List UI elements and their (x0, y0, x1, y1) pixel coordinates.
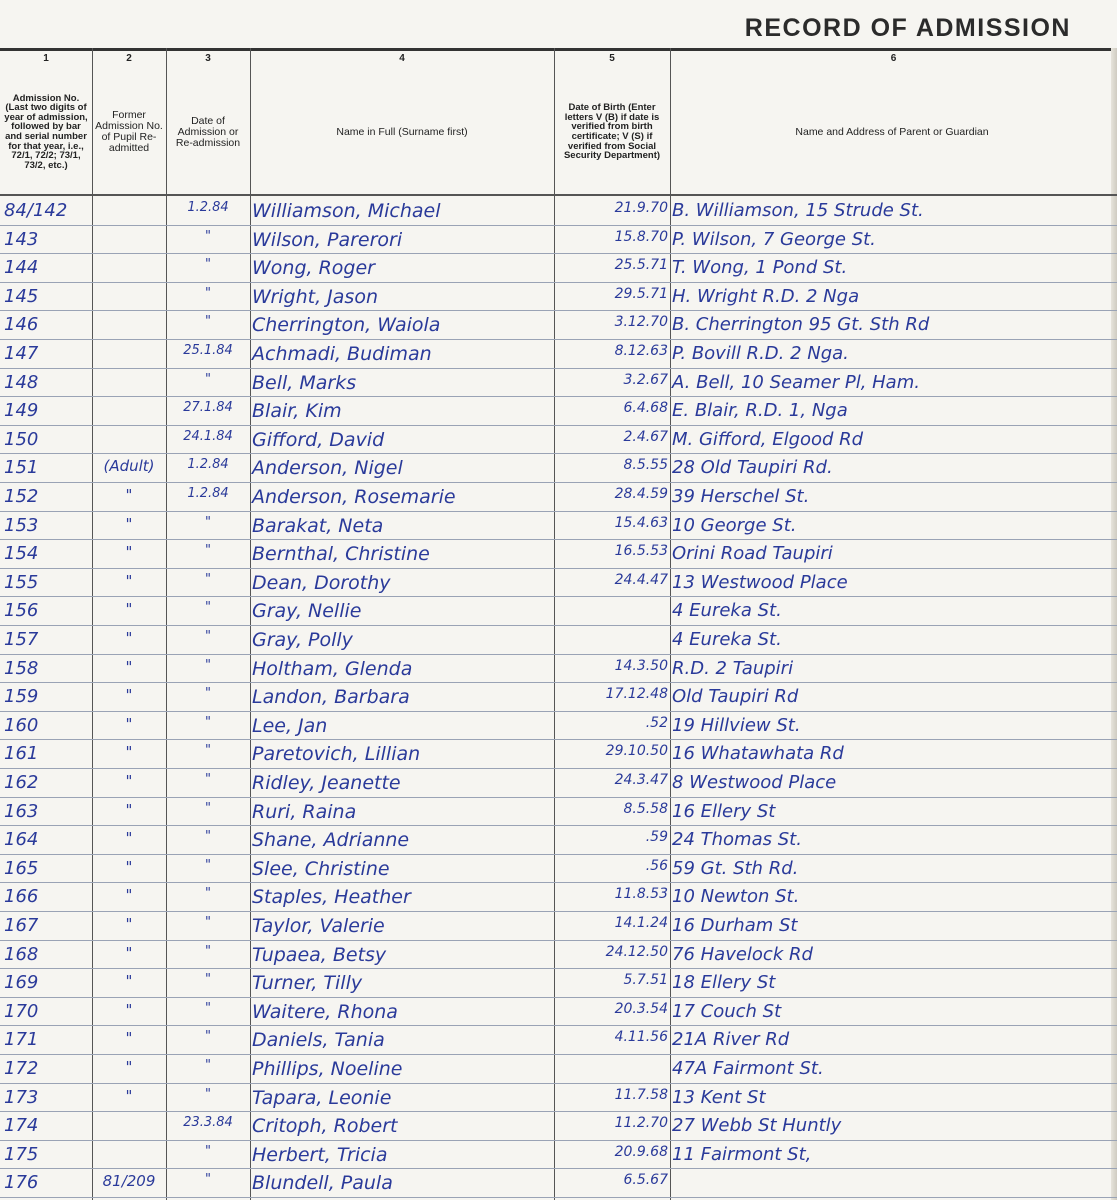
row-rule (0, 453, 1117, 454)
column-number-3: 3 (205, 53, 211, 64)
admission-date-cell: 1.2.84 (187, 486, 229, 501)
date-of-birth-cell: .56 (645, 857, 668, 874)
admission-date-cell: " (205, 800, 211, 816)
admission-no-cell: 157 (4, 629, 39, 650)
column-header-parent-or-guardian: Name and Address of Parent or Guardian (795, 125, 989, 138)
pupil-name-cell: Daniels, Tania (252, 1029, 385, 1052)
admission-no-cell: 143 (4, 228, 39, 250)
row-rule (0, 253, 1117, 254)
admission-date-cell: " (205, 285, 211, 301)
admission-date-cell: " (205, 743, 211, 759)
admission-no-cell: 150 (4, 428, 39, 450)
pupil-name-cell: Herbert, Tricia (252, 1143, 388, 1166)
pupil-name-cell: Ruri, Raina (252, 800, 357, 823)
date-of-birth-cell: 2.4.67 (623, 428, 668, 445)
row-rule (0, 739, 1117, 740)
parent-guardian-address-cell: 11 Fairmont St, (672, 1143, 812, 1165)
admission-date-cell: " (205, 1143, 211, 1159)
admission-no-cell: 166 (4, 886, 39, 908)
admission-date-cell: " (205, 1058, 211, 1073)
former-admission-no-cell: " (125, 943, 133, 962)
admission-no-cell: 148 (4, 371, 39, 393)
parent-guardian-address-cell: Old Taupiri Rd (672, 686, 799, 708)
admission-date-cell: 25.1.84 (183, 343, 233, 358)
former-admission-no-cell: " (125, 972, 133, 991)
admission-date-cell: " (205, 571, 211, 587)
parent-guardian-address-cell: Orini Road Taupiri (672, 543, 833, 565)
admission-no-cell: 173 (4, 1086, 39, 1108)
date-of-birth-cell: 8.5.58 (623, 800, 668, 817)
admission-date-cell: " (205, 371, 211, 387)
row-rule (0, 768, 1117, 769)
pupil-name-cell: Ridley, Jeanette (252, 772, 401, 794)
pupil-name-cell: Blair, Kim (252, 400, 342, 423)
former-admission-no-cell: " (125, 629, 133, 647)
pupil-name-cell: Critoph, Robert (252, 1115, 398, 1138)
admission-no-cell: 172 (4, 1058, 39, 1079)
former-admission-no-cell: (Adult) (103, 457, 155, 476)
parent-guardian-address-cell: P. Bovill R.D. 2 Nga. (672, 343, 849, 364)
admission-no-cell: 163 (4, 800, 39, 822)
former-admission-no-cell: " (125, 857, 133, 876)
pupil-name-cell: Staples, Heather (252, 886, 411, 909)
pupil-name-cell: Cherrington, Waiola (252, 314, 441, 337)
former-admission-no-cell: " (125, 1000, 133, 1019)
admission-no-cell: 152 (4, 486, 39, 507)
admission-no-cell: 146 (4, 314, 39, 336)
row-rule (0, 1054, 1117, 1055)
parent-guardian-address-cell: 16 Ellery St (672, 800, 776, 822)
pupil-name-cell: Turner, Tilly (252, 972, 363, 995)
admission-date-cell: 27.1.84 (183, 400, 233, 416)
pupil-name-cell: Bernthal, Christine (252, 543, 430, 566)
admission-date-cell: 23.3.84 (183, 1115, 233, 1131)
admission-no-cell: 174 (4, 1115, 39, 1137)
admission-no-cell: 153 (4, 514, 39, 536)
column-divider (250, 48, 251, 1200)
date-of-birth-cell: 16.5.53 (614, 543, 668, 560)
parent-guardian-address-cell: T. Wong, 1 Pond St. (672, 257, 848, 279)
admission-no-cell: 165 (4, 857, 39, 879)
date-of-birth-cell: 15.4.63 (614, 514, 668, 531)
pupil-name-cell: Blundell, Paula (252, 1172, 393, 1195)
column-divider (92, 48, 93, 1200)
pupil-name-cell: Taylor, Valerie (252, 915, 385, 937)
admission-no-cell: 162 (4, 772, 39, 793)
date-of-birth-cell: 28.4.59 (614, 486, 668, 502)
date-of-birth-cell: 11.7.58 (614, 1086, 668, 1103)
parent-guardian-address-cell: M. Gifford, Elgood Rd (672, 428, 864, 450)
column-divider (554, 48, 555, 1200)
row-rule (0, 568, 1117, 569)
admission-no-cell: 158 (4, 657, 39, 679)
date-of-birth-cell: 29.10.50 (605, 743, 668, 760)
date-of-birth-cell: 8.5.55 (623, 457, 668, 474)
parent-guardian-address-cell: 27 Webb St Huntly (672, 1115, 842, 1137)
column-header-date-of-admission: Date of Admission or Re-admission (175, 114, 241, 149)
pupil-name-cell: Wright, Jason (252, 285, 378, 308)
admission-date-cell: " (205, 228, 211, 244)
pupil-name-cell: Achmadi, Budiman (252, 343, 432, 365)
admission-no-cell: 84/142 (4, 200, 68, 221)
admission-no-cell: 154 (4, 543, 39, 565)
parent-guardian-address-cell: 10 George St. (672, 514, 797, 536)
former-admission-no-cell: " (125, 1029, 133, 1048)
admission-date-cell: " (205, 314, 211, 330)
row-rule (0, 339, 1117, 340)
parent-guardian-address-cell: A. Bell, 10 Seamer Pl, Ham. (672, 371, 920, 393)
row-rule (0, 1083, 1117, 1084)
row-rule (0, 1168, 1117, 1169)
parent-guardian-address-cell: 17 Couch St (672, 1000, 782, 1022)
row-rule (0, 882, 1117, 883)
former-admission-no-cell: " (125, 543, 133, 562)
admission-no-cell: 168 (4, 943, 39, 965)
admission-date-cell: " (205, 257, 211, 273)
row-rule (0, 396, 1117, 397)
pupil-name-cell: Phillips, Noeline (252, 1058, 403, 1080)
admission-date-cell: " (205, 543, 211, 559)
pupil-name-cell: Gray, Polly (252, 629, 353, 651)
row-rule (0, 625, 1117, 626)
pupil-name-cell: Anderson, Nigel (252, 457, 403, 480)
row-rule (0, 797, 1117, 798)
admission-date-cell: " (205, 629, 211, 644)
row-rule (0, 968, 1117, 969)
parent-guardian-address-cell: H. Wright R.D. 2 Nga (672, 285, 860, 307)
date-of-birth-cell: 21.9.70 (614, 200, 668, 216)
admission-date-cell: " (205, 1086, 211, 1102)
parent-guardian-address-cell: 47A Fairmont St. (672, 1058, 824, 1079)
admission-no-cell: 149 (4, 400, 39, 422)
parent-guardian-address-cell: B. Cherrington 95 Gt. Sth Rd (672, 314, 930, 336)
date-of-birth-cell: 11.2.70 (614, 1115, 668, 1132)
header-top-rule (0, 48, 1117, 51)
admission-no-cell: 144 (4, 257, 39, 279)
parent-guardian-address-cell: 59 Gt. Sth Rd. (672, 857, 799, 879)
date-of-birth-cell: 6.5.67 (623, 1172, 668, 1189)
former-admission-no-cell: " (125, 486, 133, 504)
column-header-name-in-full: Name in Full (Surname first) (336, 125, 468, 138)
row-rule (0, 310, 1117, 311)
pupil-name-cell: Tupaea, Betsy (252, 943, 387, 966)
admission-date-cell: " (205, 657, 211, 673)
admission-date-cell: 24.1.84 (183, 428, 233, 444)
date-of-birth-cell: 25.5.71 (614, 257, 668, 274)
row-rule (0, 1197, 1117, 1198)
admission-no-cell: 151 (4, 457, 39, 479)
parent-guardian-address-cell: E. Blair, R.D. 1, Nga (672, 400, 848, 422)
admission-no-cell: 171 (4, 1029, 39, 1051)
admission-date-cell: 1.2.84 (187, 200, 229, 215)
row-rule (0, 539, 1117, 540)
admission-date-cell: " (205, 829, 211, 845)
pupil-name-cell: Slee, Christine (252, 857, 390, 880)
date-of-birth-cell: 24.4.47 (614, 571, 668, 588)
row-rule (0, 1111, 1117, 1112)
pupil-name-cell: Gifford, David (252, 428, 385, 451)
row-rule (0, 654, 1117, 655)
admission-date-cell: " (205, 915, 211, 930)
admission-date-cell: " (205, 1000, 211, 1016)
admission-date-cell: " (205, 772, 211, 787)
former-admission-no-cell: " (125, 915, 133, 933)
pupil-name-cell: Anderson, Rosemarie (252, 486, 456, 508)
column-divider (166, 48, 167, 1200)
column-header-former-admission-no: Former Admission No. of Pupil Re-admitted (95, 109, 163, 154)
row-rule (0, 425, 1117, 426)
pupil-name-cell: Gray, Nellie (252, 600, 362, 623)
admission-no-cell: 160 (4, 714, 39, 736)
date-of-birth-cell: 20.3.54 (614, 1000, 668, 1017)
admission-no-cell: 145 (4, 285, 39, 307)
pupil-name-cell: Bell, Marks (252, 371, 357, 394)
date-of-birth-cell: 6.4.68 (623, 400, 668, 417)
pupil-name-cell: Holtham, Glenda (252, 657, 413, 680)
date-of-birth-cell: 14.3.50 (614, 657, 668, 674)
parent-guardian-address-cell: 28 Old Taupiri Rd. (672, 457, 833, 479)
column-number-5: 5 (609, 53, 615, 64)
column-number-1: 1 (43, 53, 49, 64)
pupil-name-cell: Tapara, Leonie (252, 1086, 392, 1109)
admission-no-cell: 156 (4, 600, 39, 622)
parent-guardian-address-cell: 76 Havelock Rd (672, 943, 813, 965)
admission-date-cell: 1.2.84 (187, 457, 229, 473)
admission-date-cell: " (205, 1029, 211, 1045)
parent-guardian-address-cell: 13 Westwood Place (672, 571, 848, 593)
column-number-6: 6 (890, 53, 897, 64)
admission-no-cell: 147 (4, 343, 39, 364)
date-of-birth-cell: .59 (645, 829, 668, 846)
row-rule (0, 911, 1117, 912)
admission-no-cell: 155 (4, 571, 39, 593)
row-rule (0, 682, 1117, 683)
parent-guardian-address-cell: P. Wilson, 7 George St. (672, 228, 876, 250)
row-rule (0, 711, 1117, 712)
row-rule (0, 940, 1117, 941)
pupil-name-cell: Wilson, Parerori (252, 228, 403, 251)
former-admission-no-cell: " (125, 686, 133, 705)
row-rule (0, 825, 1117, 826)
date-of-birth-cell: 11.8.53 (614, 886, 668, 903)
parent-guardian-address-cell: B. Williamson, 15 Strude St. (672, 200, 924, 221)
column-number-4: 4 (399, 53, 405, 64)
admission-no-cell: 167 (4, 915, 39, 936)
admission-date-cell: " (205, 1172, 211, 1188)
column-divider (670, 48, 671, 1200)
pupil-name-cell: Barakat, Neta (252, 514, 384, 537)
parent-guardian-address-cell: 4 Eureka St. (672, 629, 782, 650)
parent-guardian-address-cell: 18 Ellery St (672, 972, 776, 994)
parent-guardian-address-cell: 24 Thomas St. (672, 829, 802, 851)
column-header-admission-no: Admission No. (Last two digits of year of admission, followed by bar and serial number for that year, i.e., 72/1, 72/2; 73/1, 73/2, etc.) (4, 92, 88, 171)
former-admission-no-cell: 81/209 (102, 1172, 156, 1191)
row-rule (0, 282, 1117, 283)
date-of-birth-cell: 24.3.47 (614, 772, 668, 788)
row-rule (0, 225, 1117, 226)
admission-date-cell: " (205, 714, 211, 730)
parent-guardian-address-cell: 13 Kent St (672, 1086, 766, 1108)
row-rule (0, 368, 1117, 369)
row-rule (0, 596, 1117, 597)
row-rule (0, 511, 1117, 512)
date-of-birth-cell: 24.12.50 (605, 943, 668, 960)
former-admission-no-cell: " (125, 829, 133, 848)
admission-no-cell: 169 (4, 972, 39, 994)
pupil-name-cell: Dean, Dorothy (252, 571, 391, 594)
date-of-birth-cell: 29.5.71 (614, 285, 668, 302)
former-admission-no-cell: " (125, 1086, 133, 1105)
former-admission-no-cell: " (125, 772, 133, 790)
row-rule (0, 1025, 1117, 1026)
admission-date-cell: " (205, 600, 211, 616)
admission-date-cell: " (205, 972, 211, 988)
page-title: RECORD OF ADMISSION (744, 14, 1071, 42)
date-of-birth-cell: 5.7.51 (623, 972, 668, 989)
admission-date-cell: " (205, 514, 211, 530)
former-admission-no-cell: " (125, 800, 133, 819)
parent-guardian-address-cell: 39 Herschel St. (672, 486, 810, 507)
pupil-name-cell: Shane, Adrianne (252, 829, 410, 852)
row-rule (0, 854, 1117, 855)
column-header-date-of-birth: Date of Birth (Enter letters V (B) if date is verified from birth certificate; V (S) if verified from Social Security Department) (563, 102, 661, 162)
date-of-birth-cell: 17.12.48 (605, 686, 668, 703)
admission-no-cell: 159 (4, 686, 39, 708)
former-admission-no-cell: " (125, 1058, 133, 1076)
parent-guardian-address-cell: 19 Hillview St. (672, 714, 801, 736)
date-of-birth-cell: 4.11.56 (614, 1029, 668, 1046)
former-admission-no-cell: " (125, 886, 133, 905)
date-of-birth-cell: 14.1.24 (614, 915, 668, 931)
parent-guardian-address-cell: R.D. 2 Taupiri (672, 657, 794, 679)
row-rule (0, 1140, 1117, 1141)
pupil-name-cell: Lee, Jan (252, 714, 328, 737)
date-of-birth-cell: 20.9.68 (614, 1143, 668, 1160)
date-of-birth-cell: 3.12.70 (614, 314, 668, 331)
former-admission-no-cell: " (125, 657, 133, 676)
admission-date-cell: " (205, 886, 211, 902)
former-admission-no-cell: " (125, 714, 133, 733)
pupil-name-cell: Wong, Roger (252, 257, 375, 280)
admission-date-cell: " (205, 943, 211, 959)
admission-no-cell: 170 (4, 1000, 39, 1022)
date-of-birth-cell: 3.2.67 (623, 371, 668, 388)
column-number-2: 2 (126, 53, 132, 64)
parent-guardian-address-cell: 4 Eureka St. (672, 600, 782, 622)
header-bottom-rule (0, 194, 1117, 196)
row-rule (0, 482, 1117, 483)
row-rule (0, 997, 1117, 998)
pupil-name-cell: Waitere, Rhona (252, 1000, 398, 1023)
former-admission-no-cell: " (125, 743, 133, 762)
admission-no-cell: 175 (4, 1143, 39, 1165)
parent-guardian-address-cell: 16 Whatawhata Rd (672, 743, 844, 765)
date-of-birth-cell: 8.12.63 (614, 343, 668, 359)
admission-no-cell: 176 (4, 1172, 39, 1194)
former-admission-no-cell: " (125, 600, 133, 619)
parent-guardian-address-cell: 8 Westwood Place (672, 772, 837, 793)
former-admission-no-cell: " (125, 514, 133, 533)
former-admission-no-cell: " (125, 571, 133, 590)
pupil-name-cell: Paretovich, Lillian (252, 743, 421, 766)
pupil-name-cell: Landon, Barbara (252, 686, 410, 709)
date-of-birth-cell: 15.8.70 (614, 228, 668, 245)
pupil-name-cell: Williamson, Michael (252, 200, 441, 222)
admission-no-cell: 164 (4, 829, 39, 851)
admission-date-cell: " (205, 686, 211, 702)
admission-no-cell: 161 (4, 743, 39, 765)
date-of-birth-cell: .52 (645, 714, 668, 731)
parent-guardian-address-cell: 10 Newton St. (672, 886, 800, 908)
parent-guardian-address-cell: 16 Durham St (672, 915, 798, 936)
admission-date-cell: " (205, 857, 211, 873)
parent-guardian-address-cell: 21A River Rd (672, 1029, 790, 1051)
